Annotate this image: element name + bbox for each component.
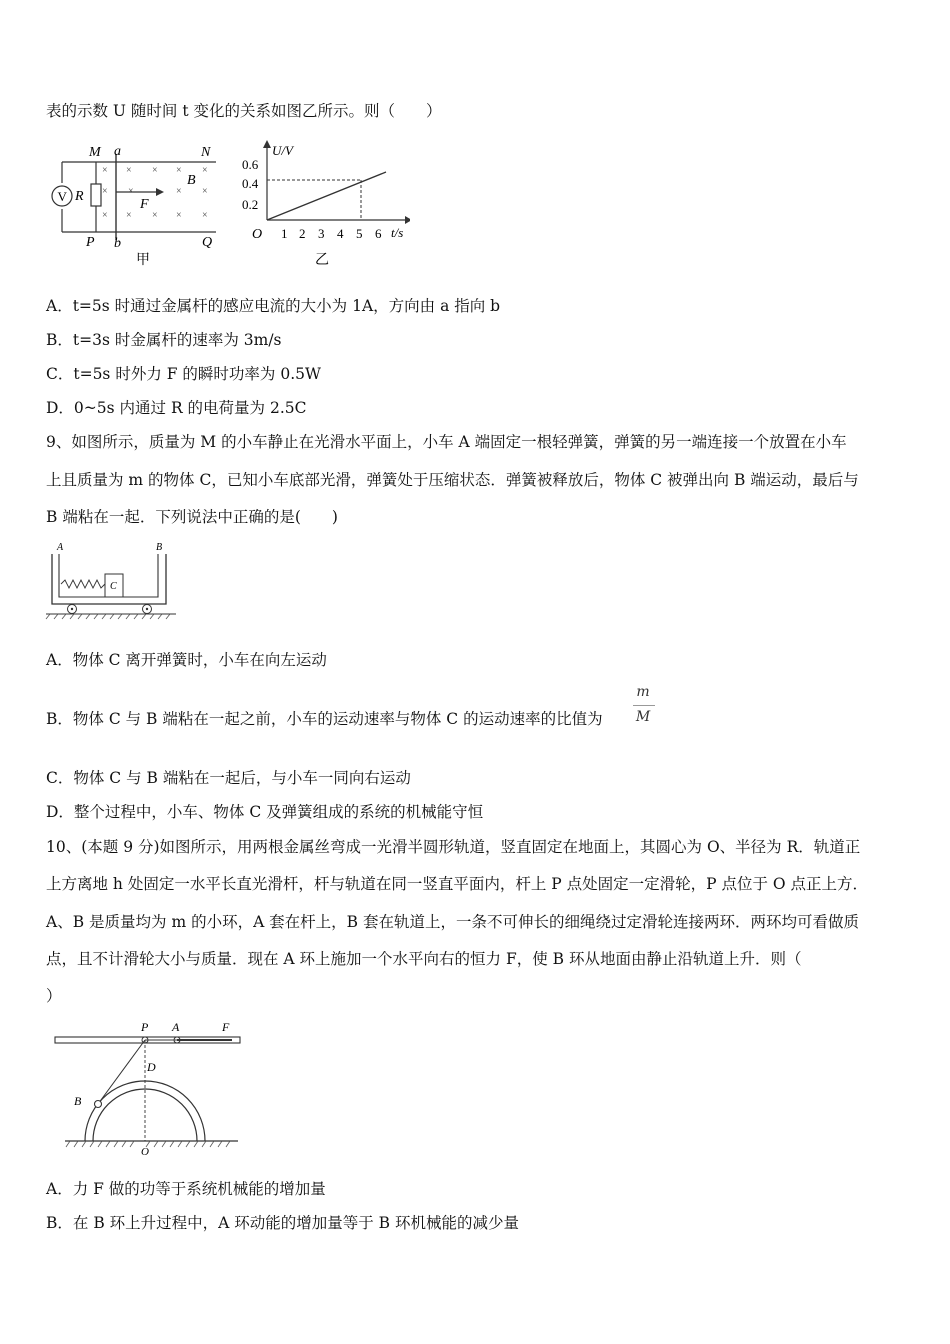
label-F: F bbox=[140, 197, 149, 212]
x-tick-5: 5 bbox=[356, 226, 363, 241]
fraction-bar bbox=[633, 705, 655, 706]
fraction-numerator: m bbox=[636, 684, 650, 700]
label-P: P bbox=[86, 235, 95, 250]
rod-label-P: P bbox=[141, 1020, 149, 1034]
rod-label-A: A bbox=[172, 1020, 180, 1034]
q9-stem-line-3: B 端粘在一起．下列说法中正确的是( ) bbox=[46, 508, 338, 526]
x-tick-2: 2 bbox=[299, 226, 306, 241]
label-a: a bbox=[114, 144, 121, 159]
figure-semicircle bbox=[50, 1015, 250, 1157]
cart-label-B: B bbox=[156, 542, 163, 553]
ring-label-B: B bbox=[74, 1094, 82, 1108]
q9-option-d: D．整个过程中，小车、物体 C 及弹簧组成的系统的机械能守恒 bbox=[46, 803, 484, 821]
figure-jia bbox=[44, 140, 224, 270]
fraction-denominator: M bbox=[635, 709, 651, 725]
svg-text:×: × bbox=[176, 165, 182, 176]
q10-stem-line-1: 10、(本题 9 分)如图所示，用两根金属丝弯成一光滑半圆形轨道，竖直固定在地面上，其圆心为 O、半径为 R．轨道正 bbox=[46, 838, 861, 856]
svg-text:×: × bbox=[102, 210, 108, 221]
label-Q: Q bbox=[202, 235, 213, 250]
svg-text:×: × bbox=[176, 210, 182, 221]
q10-option-a: A．力 F 做的功等于系统机械能的增加量 bbox=[46, 1180, 326, 1198]
x-tick-6: 6 bbox=[375, 226, 382, 241]
q9-option-a: A．物体 C 离开弹簧时，小车在向左运动 bbox=[46, 651, 327, 669]
q10-stem-line-5: ） bbox=[46, 987, 62, 1005]
x-axis-label: t/s bbox=[391, 225, 404, 240]
svg-text:×: × bbox=[152, 210, 158, 221]
svg-text:×: × bbox=[176, 186, 182, 197]
figure-yi bbox=[240, 140, 410, 270]
svg-text:×: × bbox=[126, 210, 132, 221]
q8-option-c: C．t=5s 时外力 F 的瞬时功率为 0.5W bbox=[46, 365, 321, 383]
q10-option-b: B．在 B 环上升过程中，A 环动能的增加量等于 B 环机械能的减少量 bbox=[46, 1214, 520, 1232]
q8-option-b: B．t=3s 时金属杆的速率为 3m/s bbox=[46, 331, 282, 349]
svg-text:×: × bbox=[152, 165, 158, 176]
caption-jia: 甲 bbox=[136, 253, 150, 268]
resistor-label: R bbox=[75, 189, 84, 204]
svg-text:×: × bbox=[102, 186, 108, 197]
y-tick-0.4: 0.4 bbox=[242, 176, 259, 191]
rod-label-F: F bbox=[222, 1020, 230, 1034]
y-tick-0.2: 0.2 bbox=[242, 197, 259, 212]
x-tick-3: 3 bbox=[318, 226, 325, 241]
q10-stem-line-2: 上方离地 h 处固定一水平长直光滑杆，杆与轨道在同一竖直平面内，杆上 P 点处固定一定滑轮，P 点位于 O 点正上方． bbox=[46, 875, 869, 893]
q9-stem-line-2: 上且质量为 m 的物体 C，已知小车底部光滑，弹簧处于压缩状态．弹簧被释放后，物体 C 被弹出向 B 端运动，最后与 bbox=[46, 471, 859, 489]
label-B: B bbox=[187, 173, 196, 188]
cart-label-C: C bbox=[110, 581, 117, 592]
intro-line: 表的示数 U 随时间 t 变化的关系如图乙所示。则（ ） bbox=[46, 102, 442, 120]
cart-label-A: A bbox=[57, 542, 64, 553]
label-M: M bbox=[89, 145, 101, 160]
figure-cart bbox=[44, 538, 179, 620]
x-tick-4: 4 bbox=[337, 226, 344, 241]
svg-text:×: × bbox=[126, 165, 132, 176]
label-N: N bbox=[201, 145, 211, 160]
svg-text:×: × bbox=[202, 165, 208, 176]
origin-label: O bbox=[252, 227, 263, 242]
track-label-D: D bbox=[147, 1060, 156, 1074]
svg-text:×: × bbox=[102, 165, 108, 176]
x-tick-1: 1 bbox=[281, 226, 288, 241]
q9-option-c: C．物体 C 与 B 端粘在一起后，与小车一同向右运动 bbox=[46, 769, 411, 787]
y-tick-0.6: 0.6 bbox=[242, 157, 259, 172]
voltmeter-label: V bbox=[57, 189, 67, 204]
q9-option-b: B．物体 C 与 B 端粘在一起之前，小车的运动速率与物体 C 的运动速率的比值为 bbox=[46, 710, 603, 728]
caption-yi: 乙 bbox=[315, 253, 329, 268]
q10-stem-line-4: 点，且不计滑轮大小与质量．现在 A 环上施加一个水平向右的恒力 F，使 B 环从地面由静止沿轨道上升．则（ bbox=[46, 950, 802, 968]
q10-stem-line-3: A、B 是质量均为 m 的小环，A 套在杆上，B 套在轨道上，一条不可伸长的细绳绕过定滑轮连接两环．两环均可看做质 bbox=[46, 913, 860, 931]
q8-option-a: A．t=5s 时通过金属杆的感应电流的大小为 1A，方向由 a 指向 b bbox=[46, 297, 501, 315]
q9-stem-line-1: 9、如图所示，质量为 M 的小车静止在光滑水平面上，小车 A 端固定一根轻弹簧，弹簧的另一端连接一个放置在小车 bbox=[46, 433, 847, 451]
q8-option-d: D．0~5s 内通过 R 的电荷量为 2.5C bbox=[46, 399, 307, 417]
svg-text:×: × bbox=[128, 186, 134, 197]
y-axis-label: U/V bbox=[272, 143, 293, 158]
label-b: b bbox=[114, 236, 121, 251]
svg-text:×: × bbox=[202, 186, 208, 197]
svg-text:×: × bbox=[202, 210, 208, 221]
center-label-O: O bbox=[141, 1146, 149, 1157]
